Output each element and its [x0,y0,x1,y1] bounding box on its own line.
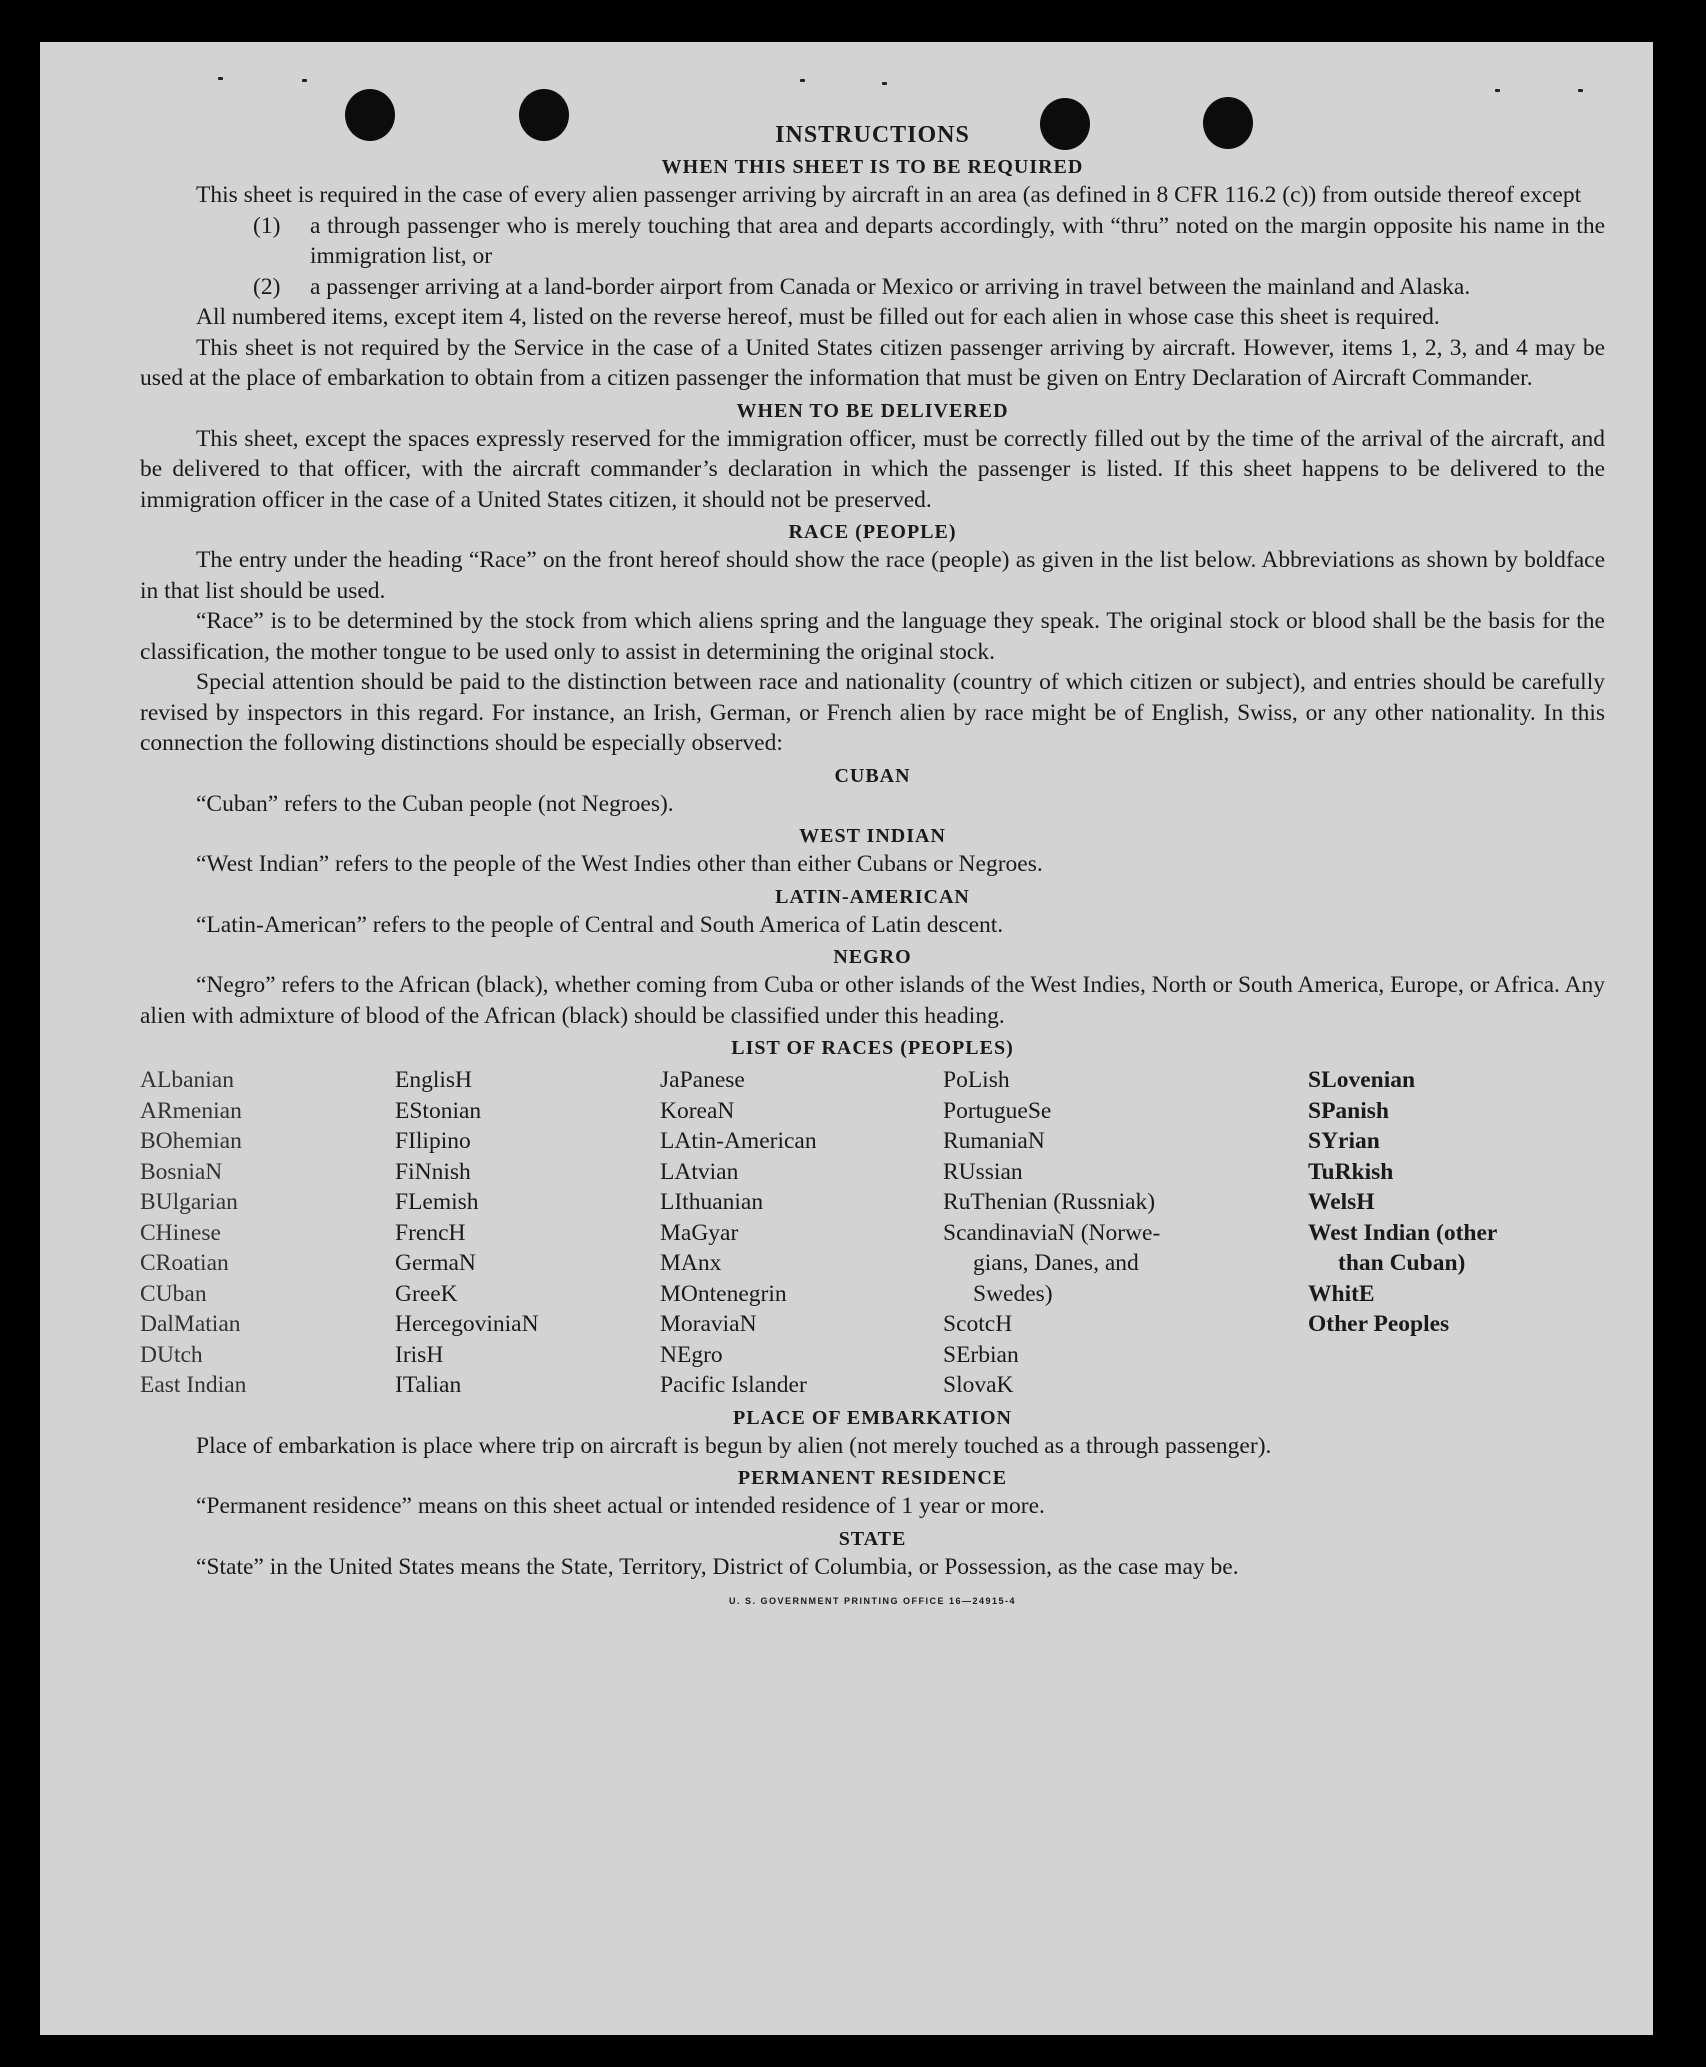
section-heading: WHEN TO BE DELIVERED [736,399,1009,422]
paragraph: The entry under the heading “Race” on the front hereof should show the race (people) as given in the list below. Abbreviations as shown by boldface in that list should be used. [140,547,1605,604]
paragraph: “Permanent residence” means on this sheet actual or intended residence of 1 year or more. [196,1493,1045,1519]
race-item: MoraviaN [660,1311,757,1337]
race-item: RUssian [943,1158,1023,1185]
section-heading: CUBAN [834,764,911,787]
race-item: LIthuanian [660,1189,764,1215]
race-column [1308,1065,1605,1401]
race-item: NEgro [660,1341,723,1368]
race-item: ARmenian [140,1097,242,1124]
race-item: IrisH [395,1341,444,1368]
section-heading: NEGRO [833,946,912,968]
instructions-content [140,120,1605,1606]
paragraph: This sheet is required in the case of every alien passenger arriving by aircraft in an area (as defined in 8 CFR 116.2 (c)) from outside thereof except [196,182,1582,208]
race-item: ALbanian [140,1067,234,1093]
document-sheet [40,42,1653,2035]
section-heading: RACE (PEOPLE) [788,521,957,543]
speck [800,79,805,82]
section-heading: LATIN-AMERICAN [775,885,970,908]
race-item: WhitE [1308,1280,1375,1307]
item-number: (1) [253,212,281,239]
race-item: SlovaK [943,1372,1014,1398]
race-column [140,1065,395,1401]
race-item: SPanish [1308,1097,1389,1124]
race-column [395,1065,660,1401]
race-item: BOhemian [140,1128,242,1154]
race-item: ITalian [395,1372,462,1398]
race-item: JaPanese [660,1067,745,1093]
item-text: a through passenger who is merely touching that area and departs accordingly, with “thru” noted on the margin opposite his name in the immigration list, or [310,212,1605,269]
race-item: CUban [140,1280,207,1307]
paragraph: This sheet, except the spaces expressly reserved for the immigration officer, must be correctly filled out by the time of the arrival of the aircraft, and be delivered to that officer, with the aircraft commander’s declaration in which the passenger is listed. If this sheet happens to be delivered to the immigration officer in the case of a United States citizen, it should not be preserved. [140,425,1605,513]
paragraph: “Race” is to be determined by the stock from which aliens spring and the language they speak. The original stock or blood shall be the basis for the classification, the mother tongue to be used only to assist in determining the original stock. [140,608,1605,665]
race-item: MAnx [660,1250,722,1276]
race-item: HercegoviniaN [395,1311,539,1337]
race-item: LAtin-American [660,1128,817,1154]
race-item: gians, Danes, and [973,1250,1139,1276]
race-column [660,1065,943,1401]
race-item: East Indian [140,1372,247,1398]
race-item: West Indian (other [1308,1219,1498,1246]
section-heading: PLACE OF EMBARKATION [733,1406,1012,1429]
race-item: Pacific Islander [660,1372,807,1398]
list-item [253,272,1605,303]
race-item: SYrian [1308,1128,1380,1154]
race-item: Swedes) [973,1280,1053,1307]
race-item: MaGyar [660,1219,739,1246]
race-item: ScandinaviaN (Norwe- [943,1219,1161,1246]
section-heading: WEST INDIAN [799,825,946,847]
race-item: EnglisH [395,1067,473,1093]
paragraph: “Negro” refers to the African (black), whether coming from Cuba or other islands of the West Indies, North or South America, Europe, or Africa. Any alien with admixture of blood of the African (black) should be classified under this heading. [140,972,1605,1029]
race-item: WelsH [1308,1189,1375,1215]
race-item: FLemish [395,1189,479,1215]
race-item: DUtch [140,1341,203,1368]
race-column [943,1065,1308,1401]
section-heading: PERMANENT RESIDENCE [737,1467,1008,1489]
paragraph: “West Indian” refers to the people of the West Indies other than either Cubans or Negroes. [196,851,1043,877]
paragraph: “State” in the United States means the State, Territory, District of Columbia, or Possession, as the case may be. [196,1553,1239,1580]
race-item: RumaniaN [943,1128,1045,1154]
race-item: MOntenegrin [660,1280,787,1307]
paragraph: “Latin-American” refers to the people of Central and South America of Latin descent. [196,911,1004,938]
paragraph: Special attention should be paid to the distinction between race and nationality (country of which citizen or subject), and entries should be carefully revised by inspectors in this regard. For instance, an Irish, German, or French alien by race might be of English, Swiss, or any other nationality. In this connection the following distinctions should be especially observed: [140,669,1605,756]
speck [1495,89,1500,92]
race-item: ScotcH [943,1311,1013,1337]
race-item: CHinese [140,1219,221,1246]
race-item: Other Peoples [1308,1311,1450,1337]
race-item: KoreaN [660,1097,735,1124]
race-item: BosniaN [140,1158,223,1185]
item-text: a passenger arriving at a land-border airport from Canada or Mexico or arriving in travel between the mainland and Alaska. [310,273,1471,300]
race-item: TuRkish [1308,1158,1394,1185]
list-item [253,211,1605,272]
race-item: BUlgarian [140,1189,238,1215]
race-item: GreeK [395,1280,458,1307]
item-number: (2) [253,273,281,300]
race-item: PortugueSe [943,1097,1052,1124]
speck [218,77,223,80]
speck [882,82,887,85]
race-item: CRoatian [140,1250,229,1276]
speck [302,79,307,82]
race-item: RuThenian (Russniak) [943,1189,1156,1215]
section-heading: STATE [838,1527,907,1550]
speck [1578,89,1583,92]
race-item: FiNnish [395,1158,471,1185]
paragraph: “Cuban” refers to the Cuban people (not Negroes). [196,790,674,817]
race-item: LAtvian [660,1158,739,1185]
race-item: EStonian [395,1097,482,1124]
section-heading: LIST OF RACES (PEOPLES) [731,1037,1014,1059]
race-item: SErbian [943,1341,1019,1368]
race-item: DalMatian [140,1311,241,1337]
race-item: FIlipino [395,1128,471,1154]
paragraph: Place of embarkation is place where trip on aircraft is begun by alien (not merely touched as a through passenger). [196,1432,1272,1459]
paragraph: All numbered items, except item 4, listed on the reverse hereof, must be filled out for each alien in whose case this sheet is required. [196,304,1440,330]
section-heading: WHEN THIS SHEET IS TO BE REQUIRED [661,156,1084,178]
page-title: INSTRUCTIONS [775,122,970,148]
race-list [140,1065,1605,1401]
race-item: GermaN [395,1250,476,1276]
race-item: than Cuban) [1338,1250,1466,1276]
printing-office-imprint: U. S. GOVERNMENT PRINTING OFFICE 16—24915-4 [728,1596,1017,1606]
race-item: PoLish [943,1067,1010,1093]
race-item: FrencH [395,1219,466,1246]
race-item: SLovenian [1308,1067,1416,1093]
paragraph: This sheet is not required by the Service in the case of a United States citizen passenger arriving by aircraft. However, items 1, 2, 3, and 4 may be used at the place of embarkation to obtain from a citizen passenger the information that must be given on Entry Declaration of Aircraft Commander. [140,334,1605,391]
